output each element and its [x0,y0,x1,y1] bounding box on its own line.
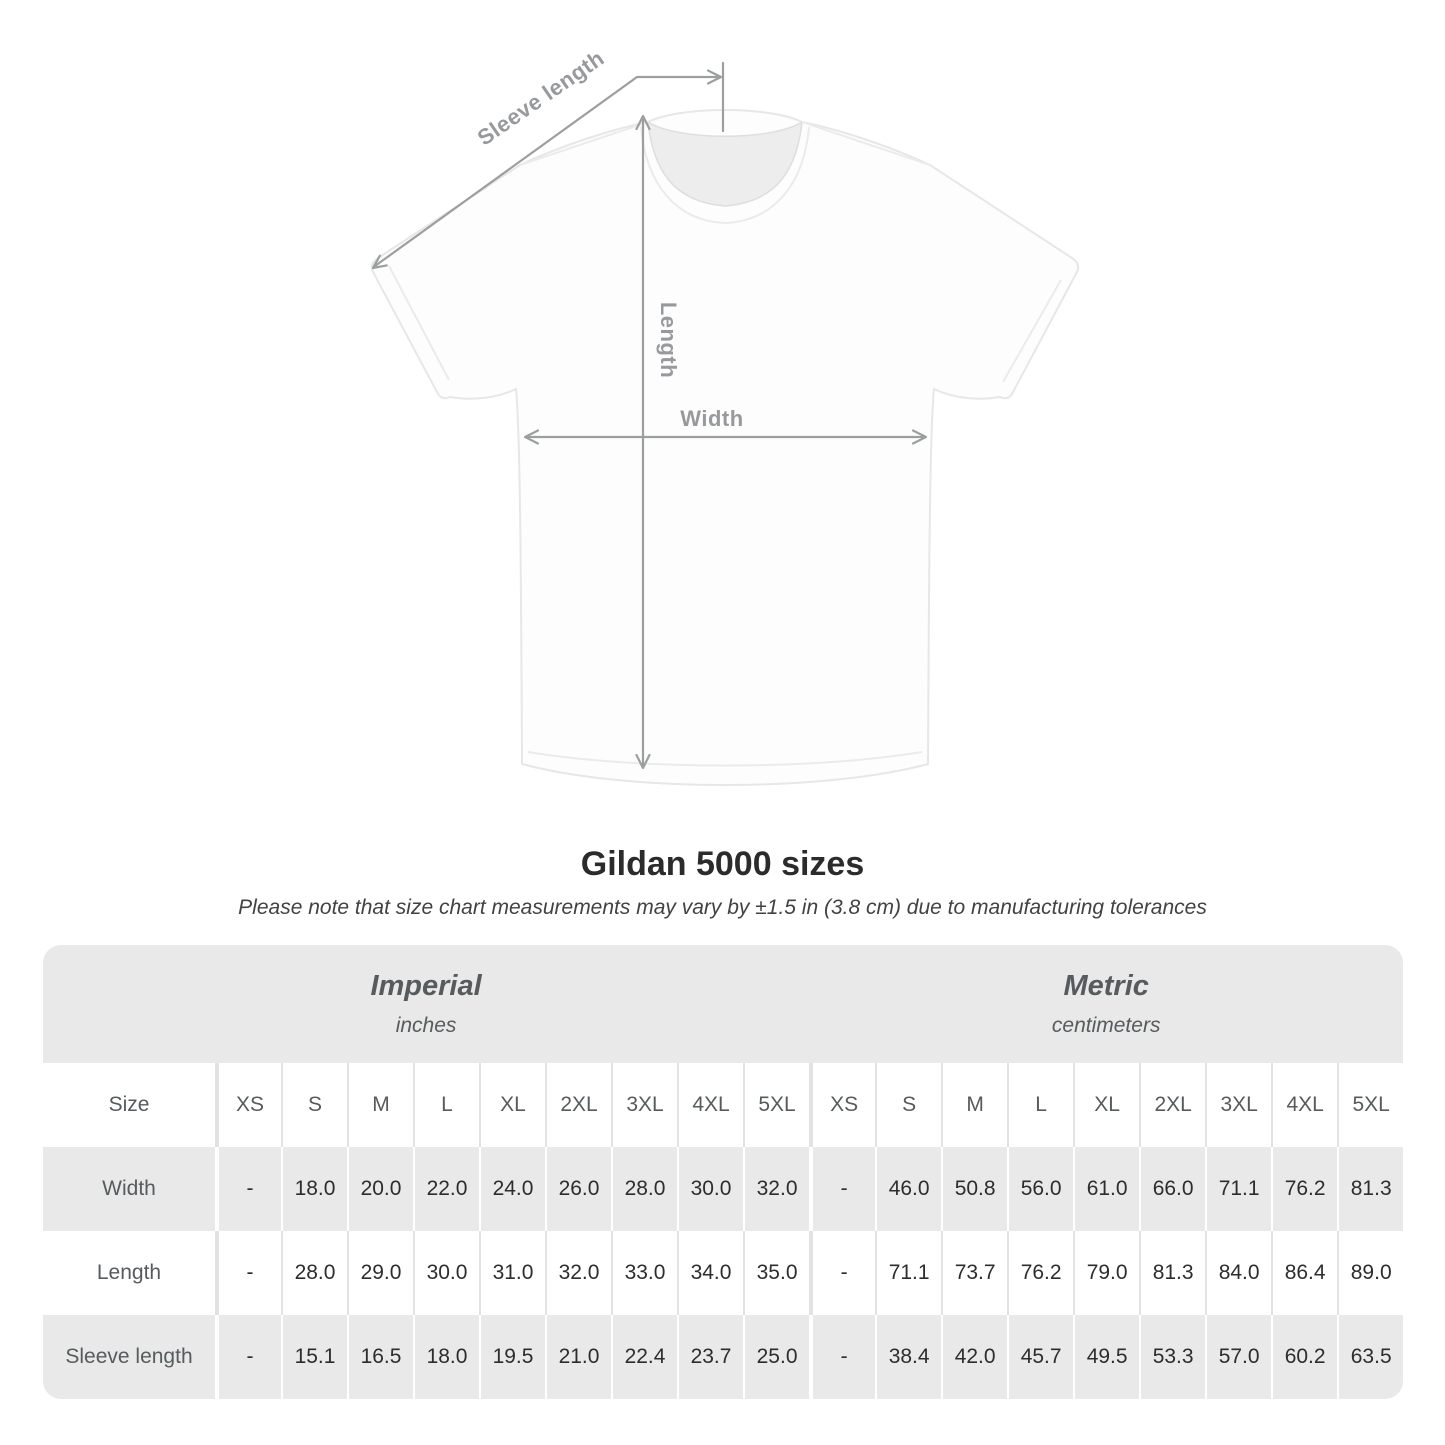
table-cell: 28.0 [611,1147,677,1231]
unit-group-row [43,945,1403,1063]
table-cell: 32.0 [743,1147,809,1231]
table-cell: 66.0 [1139,1147,1205,1231]
size-header: 2XL [1139,1063,1205,1147]
table-cell: 45.7 [1007,1315,1073,1399]
width-row [43,1147,1403,1231]
sleeve-length-row [43,1315,1403,1399]
width-label: Width [680,406,744,431]
table-cell: 60.2 [1271,1315,1337,1399]
table-cell: 22.4 [611,1315,677,1399]
table-cell: 15.1 [281,1315,347,1399]
row-label: Length [43,1231,215,1315]
table-cell: 71.1 [1205,1147,1271,1231]
table-cell: 20.0 [347,1147,413,1231]
row-label: Sleeve length [43,1315,215,1399]
table-cell: 34.0 [677,1231,743,1315]
metric-group-header [809,945,1403,1063]
table-cell: - [809,1147,875,1231]
table-cell: 56.0 [1007,1147,1073,1231]
size-header: XS [215,1063,281,1147]
table-cell: 30.0 [413,1231,479,1315]
length-label: Length [656,301,681,379]
size-header: S [875,1063,941,1147]
table-cell: 19.5 [479,1315,545,1399]
table-cell: 81.3 [1337,1147,1403,1231]
table-cell: 89.0 [1337,1231,1403,1315]
tshirt-silhouette [372,110,1078,785]
size-chart-table [43,945,1403,1399]
table-cell: 46.0 [875,1147,941,1231]
imperial-group-header [43,945,809,1063]
row-label: Width [43,1147,215,1231]
length-row [43,1231,1403,1315]
sleeve-length-label: Sleeve length [472,45,609,151]
table-cell: 18.0 [413,1315,479,1399]
size-column-header: Size [43,1063,215,1147]
table-cell: 86.4 [1271,1231,1337,1315]
table-cell: 26.0 [545,1147,611,1231]
table-cell: 31.0 [479,1231,545,1315]
table-cell: 61.0 [1073,1147,1139,1231]
size-header: XL [479,1063,545,1147]
size-header: 3XL [611,1063,677,1147]
table-cell: 81.3 [1139,1231,1205,1315]
table-cell: 30.0 [677,1147,743,1231]
table-cell: 49.5 [1073,1315,1139,1399]
table-cell: 71.1 [875,1231,941,1315]
size-header: 2XL [545,1063,611,1147]
size-header: M [347,1063,413,1147]
table-cell: - [809,1315,875,1399]
table-cell: 21.0 [545,1315,611,1399]
table-cell: 57.0 [1205,1315,1271,1399]
table-cell: 24.0 [479,1147,545,1231]
table-cell: 76.2 [1007,1231,1073,1315]
size-header: 5XL [1337,1063,1403,1147]
table-cell: 35.0 [743,1231,809,1315]
table-cell: 50.8 [941,1147,1007,1231]
table-cell: 53.3 [1139,1315,1205,1399]
tolerance-note: Please note that size chart measurements may vary by ±1.5 in (3.8 cm) due to manufacturing tolerances [238,896,1207,919]
metric-label: Metric [1063,970,1149,1002]
table-cell: - [809,1231,875,1315]
size-header: XL [1073,1063,1139,1147]
table-cell: 18.0 [281,1147,347,1231]
imperial-unit: inches [395,1014,457,1037]
size-header: 3XL [1205,1063,1271,1147]
table-cell: 42.0 [941,1315,1007,1399]
table-cell: 84.0 [1205,1231,1271,1315]
table-cell: 63.5 [1337,1315,1403,1399]
table-cell: 28.0 [281,1231,347,1315]
table-cell: 76.2 [1271,1147,1337,1231]
table-cell: 79.0 [1073,1231,1139,1315]
size-header-row [43,1063,1403,1147]
table-cell: 25.0 [743,1315,809,1399]
size-header: L [1007,1063,1073,1147]
table-cell: - [215,1315,281,1399]
table-cell: 22.0 [413,1147,479,1231]
table-cell: 33.0 [611,1231,677,1315]
table-cell: 38.4 [875,1315,941,1399]
size-header: XS [809,1063,875,1147]
size-header: 4XL [677,1063,743,1147]
size-header: M [941,1063,1007,1147]
table-cell: 73.7 [941,1231,1007,1315]
table-cell: - [215,1231,281,1315]
page-title: Gildan 5000 sizes [580,845,865,883]
table-cell: 16.5 [347,1315,413,1399]
table-cell: - [215,1147,281,1231]
size-header: L [413,1063,479,1147]
metric-unit: centimeters [1051,1014,1161,1037]
table-cell: 29.0 [347,1231,413,1315]
table-cell: 32.0 [545,1231,611,1315]
imperial-label: Imperial [370,970,482,1002]
size-header: S [281,1063,347,1147]
size-header: 4XL [1271,1063,1337,1147]
table-cell: 23.7 [677,1315,743,1399]
tshirt-graphic [372,110,1078,785]
size-header: 5XL [743,1063,809,1147]
